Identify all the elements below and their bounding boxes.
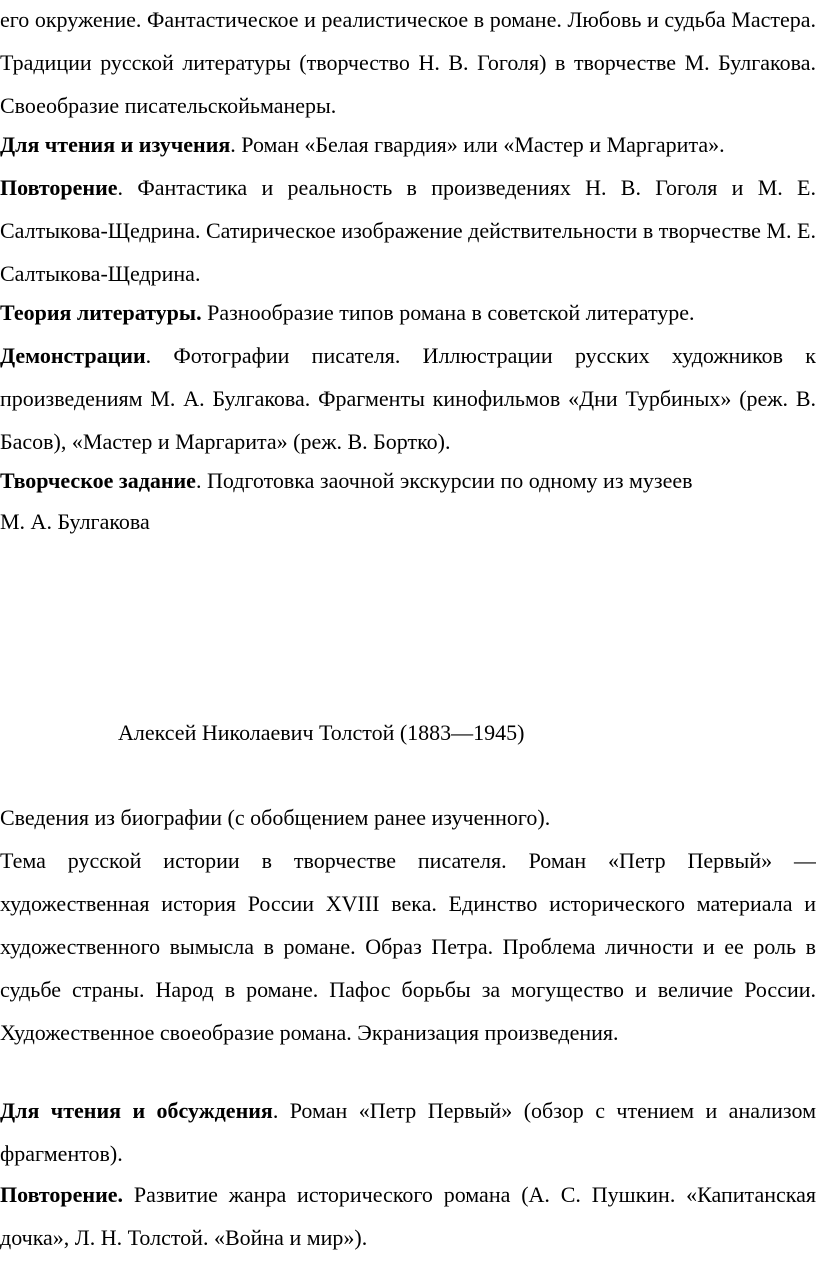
- theory-text: Разнообразие типов романа в советской литературе.: [201, 300, 695, 325]
- reading-text: . Роман «Белая гвардия» или «Мастер и Маргарита».: [230, 132, 725, 157]
- bio-text: Сведения из биографии (с обобщением ранее изученного).: [0, 805, 551, 830]
- paragraph-style-text: его окружение. Фантастическое и реалистическое в романе. Любовь и судьба Мастера. Традиции русской литературы (творчество Н. В. Гоголя) в творчестве М. Булгакова. Своеобразие писательскойьманеры.: [0, 7, 816, 118]
- paragraph-demo: [0, 334, 816, 463]
- task-label: Творческое задание: [0, 468, 196, 493]
- paragraph-theory: [0, 291, 816, 334]
- repeat-label: Повторение: [0, 175, 118, 200]
- paragraph-reading: [0, 123, 816, 166]
- paragraph-repeat: [0, 166, 816, 295]
- reading-label: Для чтения и изучения: [0, 132, 231, 157]
- paragraph-theme: [0, 839, 816, 1054]
- paragraph-task-line2: [0, 500, 816, 543]
- reading2-text: . Роман «Петр Первый» (обзор с чтением и анализом фрагментов).: [0, 1098, 816, 1166]
- paragraph-task: [0, 459, 816, 502]
- author-heading-text: Алексей Николаевич Толстой (1883—1945): [118, 720, 525, 745]
- theme-text: Тема русской истории в творчестве писателя. Роман «Петр Первый» — художественная история России XVIII века. Единство исторического материала и художественного вымысла в романе. Образ Петра. Проблема личности и ее роль в судьбе страны. Народ в романе. Пафос борьбы за могущество и величие России. Художественное своеобразие романа. Экранизация произведения.: [0, 848, 816, 1045]
- reading2-label: Для чтения и обсуждения: [0, 1098, 273, 1123]
- repeat-text: . Фантастика и реальность в произведениях Н. В. Гоголя и М. Е. Салтыкова-Щедрина. Сатирическое изображение действительности в творчестве М. Е. Салтыкова-Щедрина.: [0, 175, 816, 286]
- paragraph-bio: [0, 796, 816, 839]
- task-text-line2: М. А. Булгакова: [0, 509, 150, 534]
- paragraph-reading2: [0, 1089, 816, 1175]
- paragraph-style: [0, 0, 816, 127]
- demo-text: . Фотографии писателя. Иллюстрации русских художников к произведениям М. А. Булгакова. Фрагменты кинофильмов «Дни Турбиных» (реж. В. Басов), «Мастер и Маргарита» (реж. В. Бортко).: [0, 343, 816, 454]
- repeat2-label: Повторение.: [0, 1182, 124, 1207]
- demo-label: Демонстрации: [0, 343, 146, 368]
- theory-label: Теория литературы.: [0, 300, 202, 325]
- repeat2-text: Развитие жанра исторического романа (А. С. Пушкин. «Капитанская дочка», Л. Н. Толстой. «Война и мир»).: [0, 1182, 816, 1250]
- task-text-line1: . Подготовка заочной экскурсии по одному из музеев: [195, 468, 693, 493]
- author-heading: [0, 711, 816, 754]
- paragraph-repeat2: [0, 1173, 816, 1259]
